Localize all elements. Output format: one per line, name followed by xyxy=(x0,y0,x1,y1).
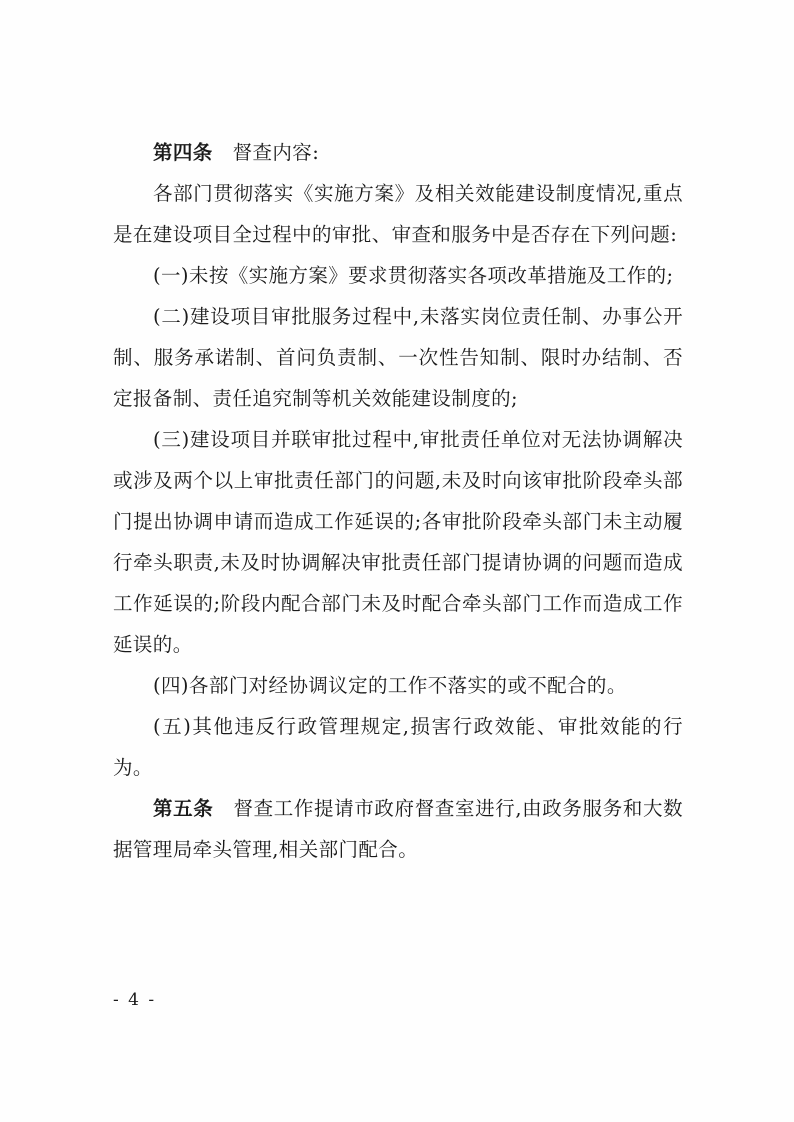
paragraph-item-2: (二)建设项目审批服务过程中,未落实岗位责任制、办事公开制、服务承诺制、首问负责制、一次性告知制、限时办结制、否定报备制、责任追究制等机关效能建设制度的; xyxy=(113,305,683,410)
paragraph-article-4-title xyxy=(113,132,683,173)
article-number-label-5: 第五条 xyxy=(153,797,214,820)
paragraph-item-5: (五)其他违反行政管理规定,损害行政效能、审批效能的行为。 xyxy=(113,715,683,779)
document-body xyxy=(113,132,683,870)
article-5-text: 督查工作提请市政府督查室进行,由政务服务和大数据管理局牵头管理,相关部门配合。 xyxy=(113,797,683,861)
paragraph-item-4: (四)各部门对经协调议定的工作不落实的或不配合的。 xyxy=(153,674,627,697)
paragraph-item-1: (一)未按《实施方案》要求贯彻落实各项改革措施及工作的; xyxy=(153,264,674,287)
paragraph-item-3: (三)建设项目并联审批过程中,审批责任单位对无法协调解决或涉及两个以上审批责任部门的问题,未及时向该审批阶段牵头部门提出协调申请而造成工作延误的;各审批阶段牵头部门未主动履行牵头职责,未及时协调解决审批责任部门提请协调的问题而造成工作延误的;阶段内配合部门未及时配合牵头部门工作而造成工作延误的。 xyxy=(113,428,683,656)
paragraph-article-4-body: 各部门贯彻落实《实施方案》及相关效能建设制度情况,重点是在建设项目全过程中的审批、审查和服务中是否存在下列问题: xyxy=(113,182,683,246)
page-number: - 4 - xyxy=(113,990,157,1010)
paragraph-article-5 xyxy=(113,788,683,870)
article-number-label: 第四条 xyxy=(153,141,213,164)
article-4-title-text: 督查内容: xyxy=(212,141,320,164)
